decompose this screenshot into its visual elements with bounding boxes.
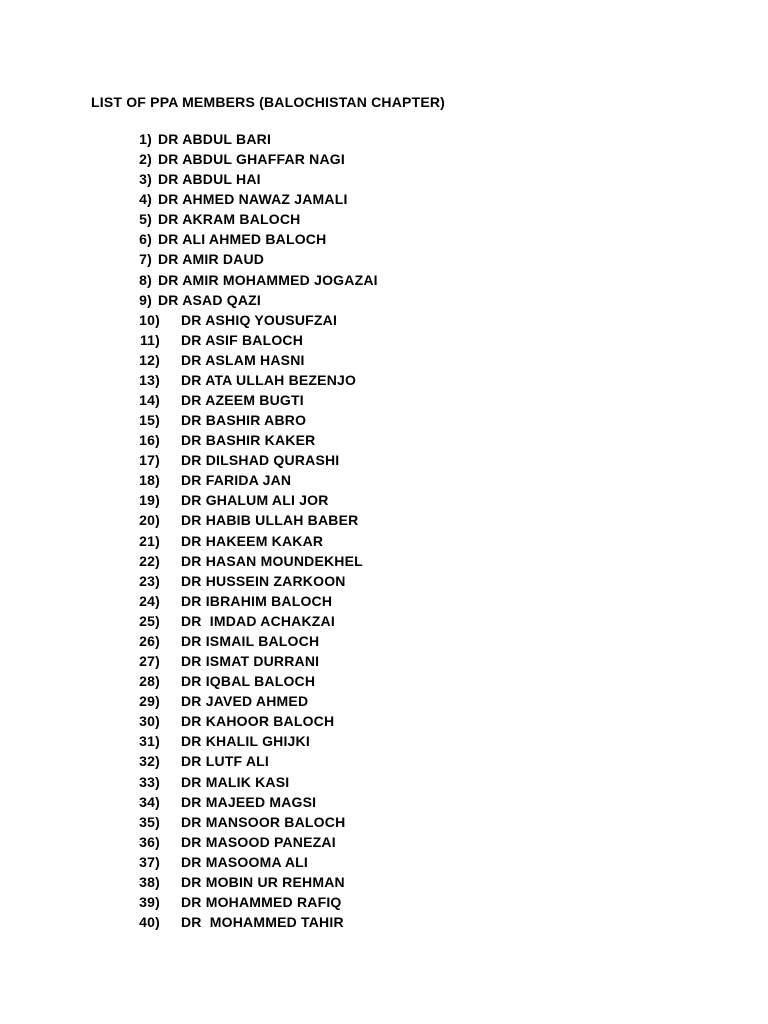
list-item-number: 8) <box>139 271 152 288</box>
list-item-number: 33) <box>139 773 160 790</box>
list-item-name: DR GHALUM ALI JOR <box>181 492 329 509</box>
list-item-name: DR MANSOOR BALOCH <box>181 813 346 830</box>
list-item-number: 36) <box>139 833 160 850</box>
list-item-name: DR ASAD QAZI <box>158 291 261 308</box>
list-item-number: 26) <box>139 632 160 649</box>
list-item-number: 28) <box>139 673 160 690</box>
list-item-name: DR HUSSEIN ZARKOON <box>181 572 346 589</box>
list-item-number: 18) <box>139 472 160 489</box>
list-item-name: DR AZEEM BUGTI <box>181 392 304 409</box>
list-item-name: DR BASHIR KAKER <box>181 432 316 449</box>
list-item-name: DR JAVED AHMED <box>181 693 309 710</box>
list-item-number: 21) <box>139 532 160 549</box>
list-item-number: 24) <box>139 592 160 609</box>
list-item-name: DR KAHOOR BALOCH <box>181 713 335 730</box>
list-item-name: DR HASAN MOUNDEKHEL <box>181 552 363 569</box>
list-item-number: 6) <box>139 231 152 248</box>
list-item-name: DR DILSHAD QURASHI <box>181 452 340 469</box>
list-item-number: 13) <box>139 371 160 388</box>
list-item-number: 10) <box>139 311 160 328</box>
list-item-number: 39) <box>139 893 160 910</box>
list-item-name: DR MOHAMMED TAHIR <box>181 914 344 931</box>
list-item-number: 7) <box>139 251 152 268</box>
list-item-name: DR IMDAD ACHAKZAI <box>181 612 335 629</box>
list-item-name: DR HAKEEM KAKAR <box>181 532 324 549</box>
list-item-number: 5) <box>139 211 152 228</box>
list-item-name: DR MOBIN UR REHMAN <box>181 873 345 890</box>
list-item-number: 14) <box>139 392 160 409</box>
document-title: LIST OF PPA MEMBERS (BALOCHISTAN CHAPTER) <box>91 94 446 110</box>
list-item-name: DR AMIR DAUD <box>158 251 265 268</box>
list-item-name: DR KHALIL GHIJKI <box>181 733 310 750</box>
list-item-number: 25) <box>139 612 160 629</box>
list-item-name: DR ATA ULLAH BEZENJO <box>181 371 357 388</box>
list-item-number: 29) <box>139 693 160 710</box>
list-item-name: DR ISMAT DURRANI <box>181 653 320 670</box>
list-item-name: DR MASOOMA ALI <box>181 853 308 870</box>
list-item-number: 11) <box>139 331 160 348</box>
list-item-name: DR MASOOD PANEZAI <box>181 833 336 850</box>
list-item-name: DR ASHIQ YOUSUFZAI <box>181 311 338 328</box>
list-item-number: 4) <box>139 191 152 208</box>
list-item-name: DR IQBAL BALOCH <box>181 673 316 690</box>
list-item-name: DR AMIR MOHAMMED JOGAZAI <box>158 271 378 288</box>
list-item-number: 35) <box>139 813 160 830</box>
list-item-number: 31) <box>139 733 160 750</box>
list-item-number: 1) <box>139 131 152 147</box>
list-item-number: 2) <box>139 151 152 168</box>
list-item-number: 23) <box>139 572 160 589</box>
list-item-name: DR AHMED NAWAZ JAMALI <box>158 191 348 208</box>
list-item-name: DR ISMAIL BALOCH <box>181 632 320 649</box>
list-item-number: 27) <box>139 653 160 670</box>
list-item-name: DR HABIB ULLAH BABER <box>181 512 359 529</box>
list-item-number: 20) <box>139 512 160 529</box>
list-item-name: DR AKRAM BALOCH <box>158 211 301 228</box>
list-item-number: 34) <box>139 793 160 810</box>
list-item-number: 12) <box>139 351 160 368</box>
list-item-name: DR BASHIR ABRO <box>181 412 307 429</box>
list-item-number: 19) <box>139 492 160 509</box>
list-item-number: 32) <box>139 753 160 770</box>
list-item-name: DR LUTF ALI <box>181 753 269 770</box>
list-item-number: 38) <box>139 873 160 890</box>
list-item-name: DR ABDUL HAI <box>158 171 261 188</box>
list-item-number: 17) <box>139 452 160 469</box>
list-item-number: 22) <box>139 552 160 569</box>
list-item-name: DR ABDUL GHAFFAR NAGI <box>158 151 345 168</box>
list-item-number: 30) <box>139 713 160 730</box>
list-item-number: 40) <box>139 914 160 931</box>
list-item-number: 3) <box>139 171 152 188</box>
list-item-name: DR ASLAM HASNI <box>181 351 305 368</box>
list-item-name: DR MAJEED MAGSI <box>181 793 317 810</box>
list-item-name: DR ALI AHMED BALOCH <box>158 231 327 248</box>
list-item-number: 9) <box>139 291 152 308</box>
list-item-number: 15) <box>139 412 160 429</box>
list-item-number: 16) <box>139 432 160 449</box>
list-item-name: DR ASIF BALOCH <box>181 331 304 348</box>
list-item-name: DR FARIDA JAN <box>181 472 292 489</box>
list-item-name: DR MOHAMMED RAFIQ <box>181 893 342 910</box>
list-item-name: DR MALIK KASI <box>181 773 290 790</box>
list-item-name: DR ABDUL BARI <box>158 131 272 147</box>
list-item-name: DR IBRAHIM BALOCH <box>181 592 333 609</box>
list-item-number: 37) <box>139 853 160 870</box>
